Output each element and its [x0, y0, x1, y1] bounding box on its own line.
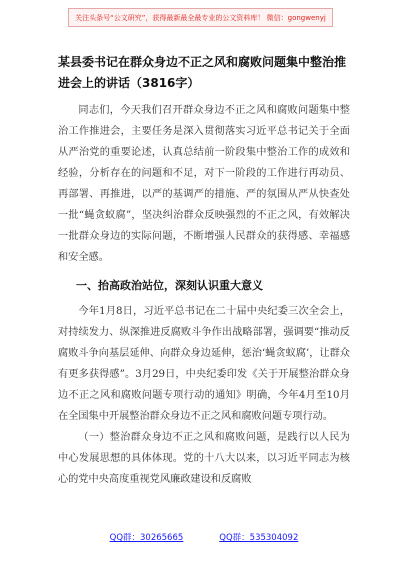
qq-group-link-1[interactable]: QQ群：30265665 [109, 533, 184, 543]
section-paragraph: 今年1月8日，习近平总书记在二十届中央纪委三次全会上，对持续发力、纵深推进反腐败斗争作出战略部署，强调要“推动反腐败斗争向基层延伸、向群众身边延伸，惩治‘蝇贪蚁腐’，让群众有更多获得感”。3月29日，中央纪委印发《关于开展整治群众身边不正之风和腐败问题专项行动的通知》明确，今年4月至10月在全国集中开展整治群众身边不正之风和腐败问题专项行动。 [58, 306, 350, 422]
footer [0, 531, 408, 543]
section-heading: 一、抬高政治站位，深刻认识重大意义 [76, 279, 263, 292]
promo-banner-text: 关注头条号“公文研究”，获得最新最全最专业的公文资料库！ 微信：gongwenyj [75, 13, 326, 22]
document-title: 某县委书记在群众身边不正之风和腐败问题集中整治推进会上的讲话（3816字） [58, 55, 347, 90]
subsection-paragraph: （一）整治群众身边不正之风和腐败问题，是践行以人民为中心发展思想的具体体现。党的十八大以来，以习近平同志为核心的党中央高度重视党风廉政建设和反腐败 [58, 432, 350, 485]
qq-group-link-2[interactable]: QQ群：535304092 [219, 533, 299, 543]
intro-paragraph: 同志们，今天我们召开群众身边不正之风和腐败问题集中整治工作推进会，主要任务是深入贯彻落实习近平总书记关于全面从严治党的重要论述，认真总结前一阶段集中整治工作的成效和经验，分析存在的问题和不足，对下一阶段的工作进行再动员、再部署、再推进，以严的基调严的措施、严的氛围从严从快查处一批“蝇贪蚁腐”，坚决纠治群众反映强烈的不正之风，有效解决一批群众身边的实际问题，不断增强人民群众的获得感、幸福感和安全感。 [58, 105, 350, 263]
promo-banner [68, 8, 333, 27]
document-body [58, 52, 350, 490]
